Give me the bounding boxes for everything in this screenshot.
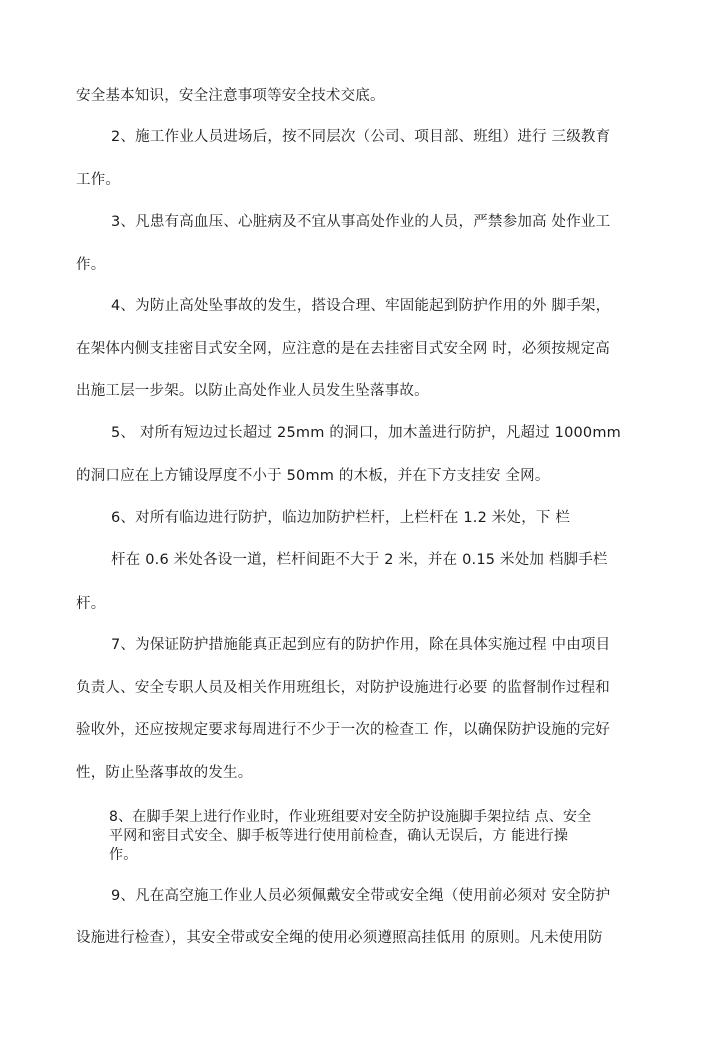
paragraph-2-line-2: 工作。: [76, 172, 121, 188]
paragraph-7-line-1: 7、为保证防护措施能真正起到应有的防护作用，除在具体实施过程 中由项目: [111, 637, 611, 653]
paragraph-7-line-4: 性，防止坠落事故的发生。: [76, 765, 253, 781]
paragraph-7-line-3: 验收外，还应按规定要求每周进行不少于一次的检查工 作，以确保防护设施的完好: [76, 722, 611, 738]
paragraph-4-line-3: 出施工层一步架。以防止高处作业人员发生坠落事故。: [76, 383, 429, 399]
paragraph-9-line-2: 设施进行检查），其安全带或安全绳的使用必须遵照高挂低用 的原则。凡未使用防: [76, 930, 603, 946]
paragraph-6-line-1: 6、对所有临边进行防护，临边加防护栏杆，上栏杆在 1.2 米处，下 栏: [111, 510, 571, 526]
paragraph-6-line-2: 杆在 0.6 米处各设一道，栏杆间距不大于 2 米，并在 0.15 米处加 档脚手栏: [111, 552, 608, 568]
paragraph-7-line-2: 负责人、安全专职人员及相关作用班组长，对防护设施进行必要 的监督制作过程和: [76, 680, 611, 696]
paragraph-8-line-2: 平网和密目式安全、脚手板等进行使用前检查，确认无误后，方 能进行操: [109, 828, 569, 844]
paragraph-3-line-1: 3、凡患有高血压、心脏病及不宜从事高处作业的人员，严禁参加高 处作业工: [111, 214, 611, 230]
paragraph-4-line-2: 在架体内侧支挂密目式安全网，应注意的是在去挂密目式安全网 时，必须按规定高: [76, 341, 611, 357]
paragraph-3-line-2: 作。: [76, 257, 106, 273]
paragraph-5-line-2: 的洞口应在上方铺设厚度不小于 50mm 的木板，并在下方支挂安 全网。: [76, 468, 550, 484]
paragraph-5-line-1: 5、 对所有短边过长超过 25mm 的洞口，加木盖进行防护，凡超过 1000mm: [111, 425, 622, 441]
paragraph-9-line-1: 9、凡在高空施工作业人员必须佩戴安全带或安全绳（使用前必须对 安全防护: [111, 888, 611, 904]
paragraph-8-line-1: 8、在脚手架上进行作业时，作业班组要对安全防护设施脚手架拉结 点、安全: [109, 809, 592, 825]
paragraph-8-line-3: 作。: [109, 847, 138, 863]
paragraph-6-line-3: 杆。: [76, 596, 106, 612]
paragraph-1-line-1: 安全基本知识，安全注意事项等安全技术交底。: [76, 88, 385, 104]
paragraph-2-line-1: 2、施工作业人员进场后，按不同层次（公司、项目部、班组）进行 三级教育: [111, 129, 611, 145]
paragraph-4-line-1: 4、为防止高处坠事故的发生，搭设合理、牢固能起到防护作用的外 脚手架，: [111, 298, 611, 314]
